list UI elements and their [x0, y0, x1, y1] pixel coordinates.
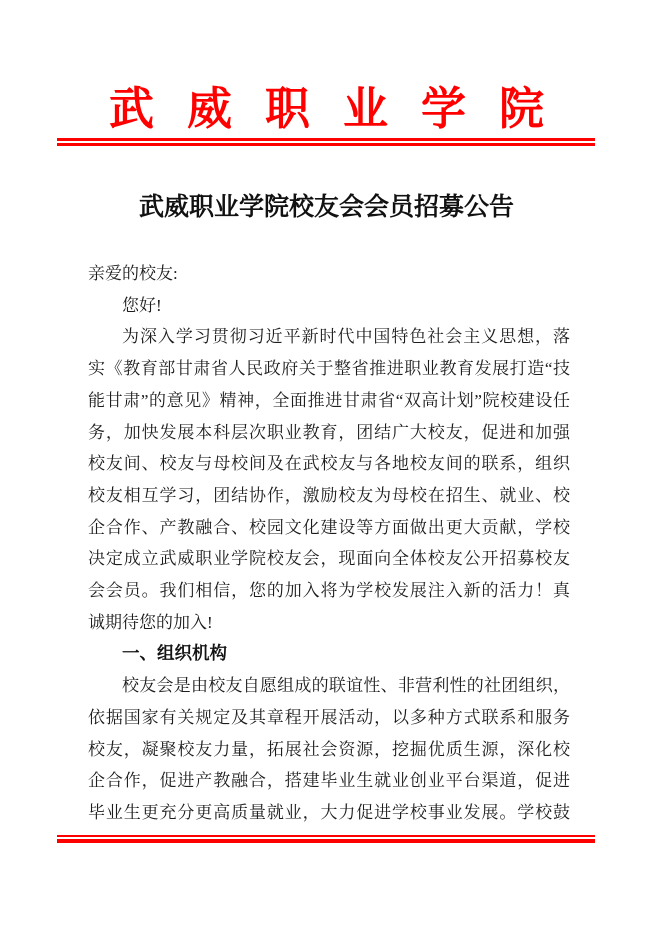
text-line: 企合作、产教融合、校园文化建设等方面做出更大贡献，学校	[88, 517, 570, 537]
text-line: 校友间、校友与母校间及在武校友与各地校友间的联系，组织	[88, 454, 570, 474]
text-line: 务，加快发展本科层次职业教育，团结广大校友，促进和加强	[88, 422, 570, 442]
text-line: 校友会是由校友自愿组成的联谊性、非营利性的社团组织，	[122, 676, 570, 696]
text-line: 决定成立武威职业学院校友会，现面向全体校友公开招募校友	[88, 549, 570, 569]
text-line: 依据国家有关规定及其章程开展活动，以多种方式联系和服务	[88, 707, 570, 727]
document-body	[88, 258, 570, 829]
section-heading: 一、组织机构	[122, 643, 227, 664]
text-line: 诚期待您的加入!	[88, 612, 213, 632]
text-line: 毕业生更充分更高质量就业，大力促进学校事业发展。学校鼓	[88, 802, 570, 822]
text-line: 能甘肃”的意见》精神，全面推进甘肃省“双高计划”院校建设任	[88, 390, 570, 410]
text-line: 为深入学习贯彻习近平新时代中国特色社会主义思想，落	[122, 327, 570, 347]
text-line: 您好!	[122, 295, 162, 315]
text-line: 亲爱的校友:	[88, 264, 178, 283]
text-line: 企合作，促进产教融合，搭建毕业生就业创业平台渠道，促进	[88, 771, 570, 791]
footer-double-rule	[57, 835, 595, 843]
letterhead-double-rule	[57, 138, 595, 146]
text-line: 校友相互学习，团结协作，激励校友为母校在招生、就业、校	[88, 485, 570, 505]
text-line: 实《教育部甘肃省人民政府关于整省推进职业教育发展打造“技	[88, 359, 570, 379]
document-title: 武威职业学院校友会会员招募公告	[138, 194, 514, 221]
letterhead-school-name: 武威职业学院	[108, 84, 577, 134]
text-line: 会会员。我们相信，您的加入将为学校发展注入新的活力！真	[88, 581, 570, 601]
text-line: 校友，凝聚校友力量，拓展社会资源，挖掘优质生源，深化校	[88, 739, 570, 759]
